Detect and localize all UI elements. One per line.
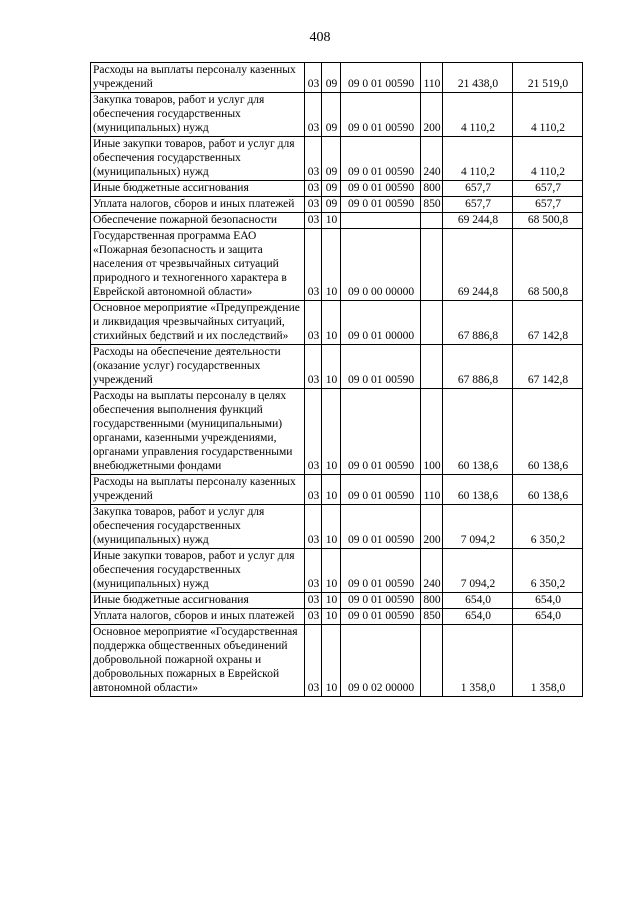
row-section: 03 [305, 181, 322, 197]
row-target-article: 09 0 01 00590 [341, 137, 421, 181]
row-section: 03 [305, 229, 322, 301]
row-amount-year-1: 654,0 [443, 609, 513, 625]
row-target-article: 09 0 01 00000 [341, 301, 421, 345]
row-expense-type: 110 [421, 475, 443, 505]
row-subsection: 10 [322, 549, 341, 593]
row-amount-year-2: 21 519,0 [513, 63, 583, 93]
row-target-article: 09 0 01 00590 [341, 609, 421, 625]
row-target-article: 09 0 00 00000 [341, 229, 421, 301]
row-subsection: 09 [322, 63, 341, 93]
row-subsection: 10 [322, 389, 341, 475]
row-expense-type [421, 213, 443, 229]
row-target-article [341, 213, 421, 229]
row-amount-year-2: 6 350,2 [513, 549, 583, 593]
table-row [91, 475, 583, 505]
table-row [91, 625, 583, 697]
row-name: Расходы на обеспечение деятельности (оказание услуг) государственных учреждений [91, 345, 305, 389]
row-target-article: 09 0 01 00590 [341, 345, 421, 389]
row-expense-type: 110 [421, 63, 443, 93]
row-section: 03 [305, 505, 322, 549]
row-expense-type [421, 229, 443, 301]
table-row [91, 609, 583, 625]
row-expense-type: 240 [421, 549, 443, 593]
row-name: Иные закупки товаров, работ и услуг для обеспечения государственных (муниципальных) нужд [91, 549, 305, 593]
row-name: Иные закупки товаров, работ и услуг для обеспечения государственных (муниципальных) нужд [91, 137, 305, 181]
table-row [91, 213, 583, 229]
table-row [91, 301, 583, 345]
row-expense-type: 800 [421, 181, 443, 197]
row-name: Расходы на выплаты персоналу казенных учреждений [91, 63, 305, 93]
row-amount-year-2: 654,0 [513, 609, 583, 625]
row-amount-year-2: 6 350,2 [513, 505, 583, 549]
table-body [91, 63, 583, 697]
table-row [91, 181, 583, 197]
row-section: 03 [305, 301, 322, 345]
table-row [91, 345, 583, 389]
row-amount-year-2: 4 110,2 [513, 137, 583, 181]
row-name: Уплата налогов, сборов и иных платежей [91, 609, 305, 625]
table-row [91, 197, 583, 213]
table-row [91, 389, 583, 475]
row-amount-year-1: 60 138,6 [443, 389, 513, 475]
table-row [91, 229, 583, 301]
row-target-article: 09 0 01 00590 [341, 389, 421, 475]
table-row [91, 93, 583, 137]
row-target-article: 09 0 01 00590 [341, 549, 421, 593]
row-amount-year-1: 69 244,8 [443, 213, 513, 229]
table-row [91, 505, 583, 549]
row-subsection: 09 [322, 93, 341, 137]
row-expense-type: 200 [421, 505, 443, 549]
row-section: 03 [305, 549, 322, 593]
row-subsection: 09 [322, 137, 341, 181]
row-subsection: 10 [322, 505, 341, 549]
row-target-article: 09 0 02 00000 [341, 625, 421, 697]
row-name: Основное мероприятие «Предупреждение и ликвидация чрезвычайных ситуаций, стихийных бедствий и их последствий» [91, 301, 305, 345]
row-expense-type: 800 [421, 593, 443, 609]
row-amount-year-1: 69 244,8 [443, 229, 513, 301]
row-amount-year-2: 67 142,8 [513, 345, 583, 389]
row-expense-type: 240 [421, 137, 443, 181]
row-section: 03 [305, 345, 322, 389]
row-subsection: 10 [322, 625, 341, 697]
row-amount-year-1: 657,7 [443, 197, 513, 213]
row-name: Основное мероприятие «Государственная поддержка общественных объединений добровольной пожарной охраны и добровольных пожарных в Еврейской автономной области» [91, 625, 305, 697]
row-amount-year-2: 68 500,8 [513, 229, 583, 301]
row-amount-year-2: 60 138,6 [513, 475, 583, 505]
row-subsection: 10 [322, 475, 341, 505]
budget-table [90, 62, 583, 697]
row-subsection: 09 [322, 181, 341, 197]
row-subsection: 10 [322, 609, 341, 625]
row-amount-year-2: 68 500,8 [513, 213, 583, 229]
row-amount-year-2: 4 110,2 [513, 93, 583, 137]
row-amount-year-1: 4 110,2 [443, 137, 513, 181]
row-name: Расходы на выплаты персоналу в целях обеспечения выполнения функций государственными (муниципальными) органами, казенными учреждениями, органами управления государственными внебюджетными фондами [91, 389, 305, 475]
row-expense-type [421, 345, 443, 389]
row-amount-year-1: 657,7 [443, 181, 513, 197]
row-name: Иные бюджетные ассигнования [91, 593, 305, 609]
row-target-article: 09 0 01 00590 [341, 63, 421, 93]
table-row [91, 63, 583, 93]
row-amount-year-1: 4 110,2 [443, 93, 513, 137]
row-section: 03 [305, 625, 322, 697]
row-section: 03 [305, 475, 322, 505]
row-subsection: 10 [322, 345, 341, 389]
row-amount-year-2: 657,7 [513, 197, 583, 213]
row-section: 03 [305, 389, 322, 475]
row-amount-year-1: 67 886,8 [443, 301, 513, 345]
row-expense-type [421, 625, 443, 697]
row-section: 03 [305, 63, 322, 93]
row-amount-year-1: 654,0 [443, 593, 513, 609]
row-subsection: 10 [322, 593, 341, 609]
table-row [91, 549, 583, 593]
table-row [91, 593, 583, 609]
row-amount-year-2: 60 138,6 [513, 389, 583, 475]
row-expense-type: 100 [421, 389, 443, 475]
row-amount-year-2: 657,7 [513, 181, 583, 197]
row-target-article: 09 0 01 00590 [341, 505, 421, 549]
row-expense-type [421, 301, 443, 345]
row-amount-year-1: 7 094,2 [443, 505, 513, 549]
row-subsection: 10 [322, 229, 341, 301]
row-section: 03 [305, 213, 322, 229]
row-section: 03 [305, 137, 322, 181]
row-target-article: 09 0 01 00590 [341, 181, 421, 197]
row-expense-type: 850 [421, 197, 443, 213]
row-target-article: 09 0 01 00590 [341, 93, 421, 137]
row-amount-year-2: 67 142,8 [513, 301, 583, 345]
row-section: 03 [305, 609, 322, 625]
row-amount-year-1: 21 438,0 [443, 63, 513, 93]
row-name: Уплата налогов, сборов и иных платежей [91, 197, 305, 213]
row-amount-year-1: 1 358,0 [443, 625, 513, 697]
row-target-article: 09 0 01 00590 [341, 593, 421, 609]
row-amount-year-1: 7 094,2 [443, 549, 513, 593]
row-section: 03 [305, 197, 322, 213]
row-amount-year-2: 1 358,0 [513, 625, 583, 697]
row-subsection: 10 [322, 301, 341, 345]
row-section: 03 [305, 93, 322, 137]
row-expense-type: 200 [421, 93, 443, 137]
row-name: Закупка товаров, работ и услуг для обеспечения государственных (муниципальных) нужд [91, 93, 305, 137]
row-expense-type: 850 [421, 609, 443, 625]
row-name: Закупка товаров, работ и услуг для обеспечения государственных (муниципальных) нужд [91, 505, 305, 549]
row-name: Иные бюджетные ассигнования [91, 181, 305, 197]
row-target-article: 09 0 01 00590 [341, 475, 421, 505]
table-row [91, 137, 583, 181]
row-amount-year-1: 67 886,8 [443, 345, 513, 389]
row-target-article: 09 0 01 00590 [341, 197, 421, 213]
row-amount-year-2: 654,0 [513, 593, 583, 609]
page-number: 408 [309, 30, 331, 45]
row-section: 03 [305, 593, 322, 609]
row-amount-year-1: 60 138,6 [443, 475, 513, 505]
row-name: Расходы на выплаты персоналу казенных учреждений [91, 475, 305, 505]
row-name: Обеспечение пожарной безопасности [91, 213, 305, 229]
row-subsection: 09 [322, 197, 341, 213]
row-name: Государственная программа ЕАО «Пожарная безопасность и защита населения от чрезвычайных ситуаций природного и техногенного характера в Еврейской автономной области» [91, 229, 305, 301]
row-subsection: 10 [322, 213, 341, 229]
